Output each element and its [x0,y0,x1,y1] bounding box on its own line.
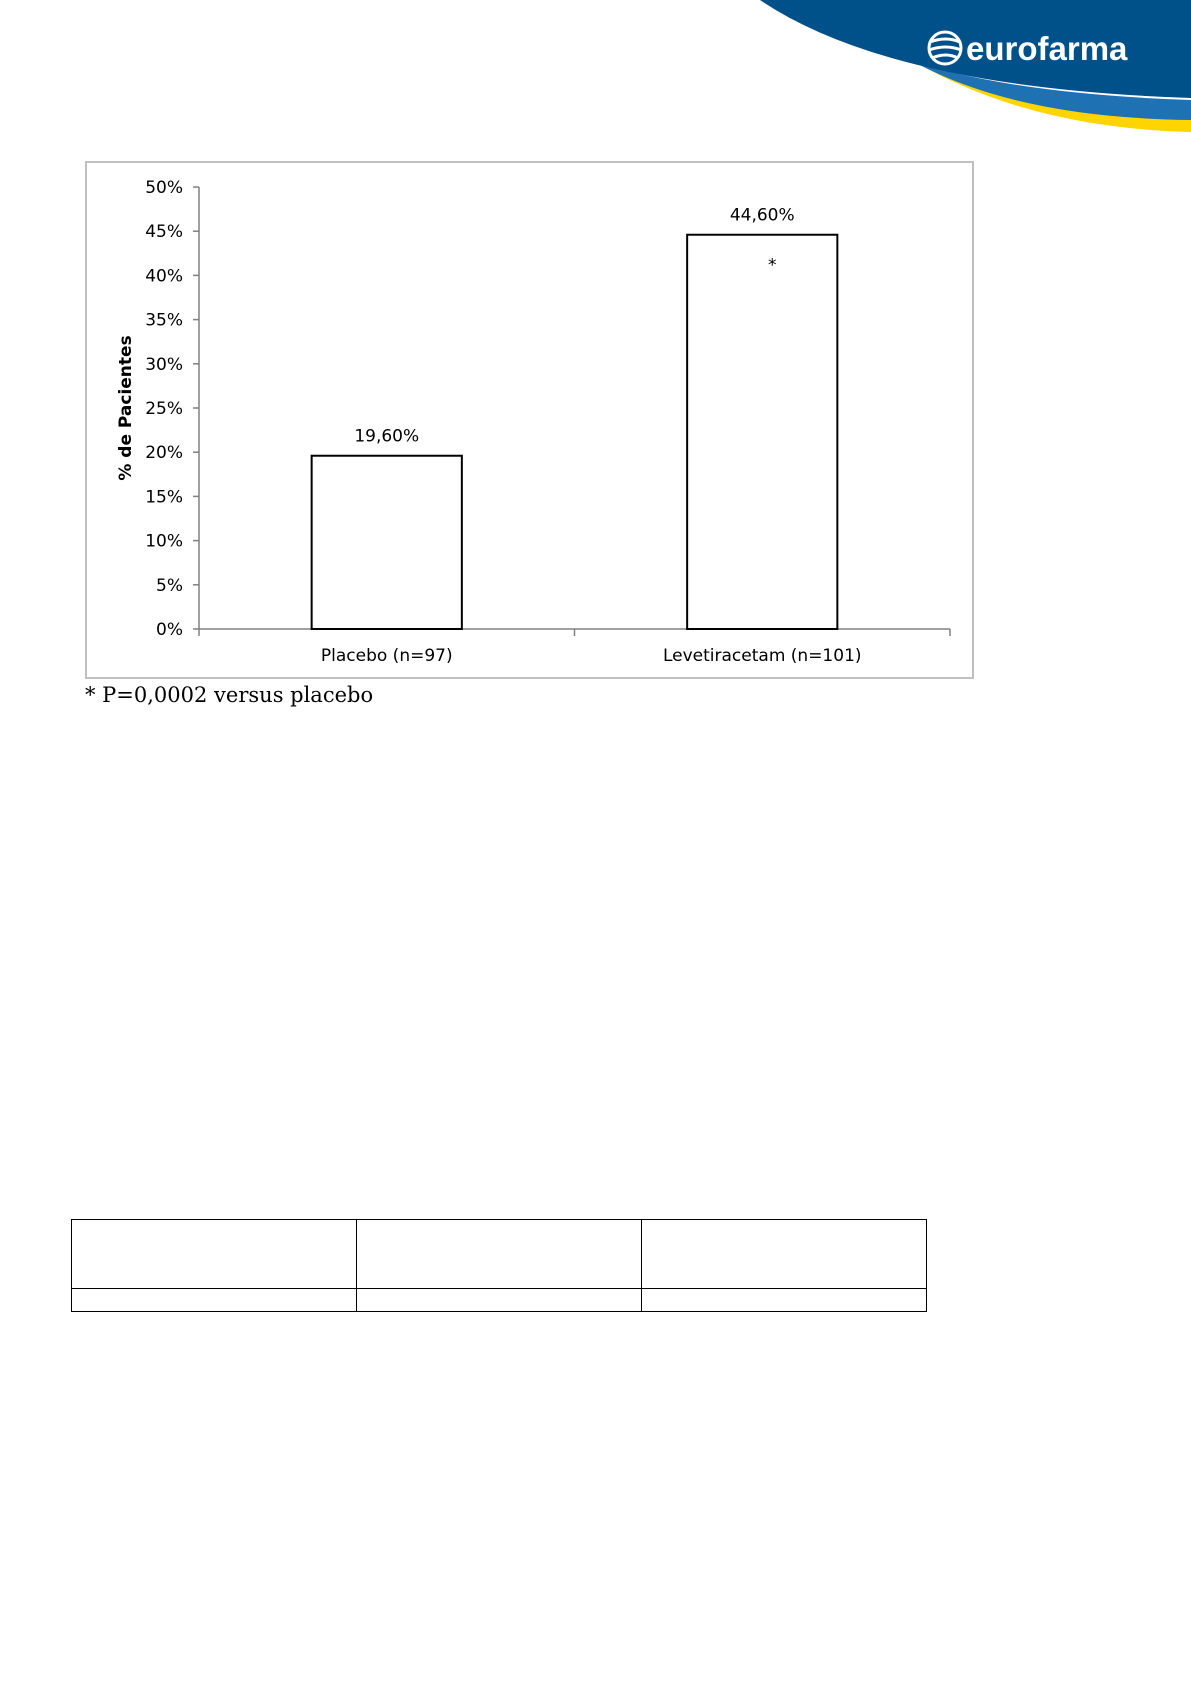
bar [312,456,462,629]
table-cell [72,1220,357,1289]
bar-value-label: 44,60% [729,205,795,226]
empty-table [71,1219,927,1312]
table-cell [357,1289,642,1312]
brand-banner [0,0,1191,140]
y-tick-label: 5% [156,575,183,596]
y-tick-label: 50% [145,178,183,198]
table-cell [72,1289,357,1312]
bar [687,235,837,629]
y-tick-label: 30% [145,354,183,375]
y-tick-label: 15% [145,487,183,508]
table-cell [642,1289,927,1312]
chart-frame [85,161,974,679]
bar-value-label: 19,60% [354,426,420,447]
y-tick-label: 10% [145,531,183,552]
x-category-label: Levetiracetam (n=101) [662,646,862,666]
y-tick-label: 35% [145,310,183,331]
y-tick-label: 45% [145,222,183,243]
brand-logo-text: eurofarma [966,30,1128,67]
y-tick-label: 20% [145,443,183,464]
y-tick-label: 0% [156,620,183,640]
table-cell [642,1220,927,1289]
table-row [72,1289,927,1312]
chart-footnote: * P=0,0002 versus placebo [85,683,374,707]
significance-asterisk: * [768,255,777,276]
y-axis-title: % de Pacientes [116,335,136,481]
table-header-row [72,1220,927,1289]
x-category-label: Placebo (n=97) [320,646,453,666]
bar-chart [87,163,972,677]
y-tick-label: 25% [145,399,183,419]
y-tick-label: 40% [145,266,183,287]
table-cell [357,1220,642,1289]
